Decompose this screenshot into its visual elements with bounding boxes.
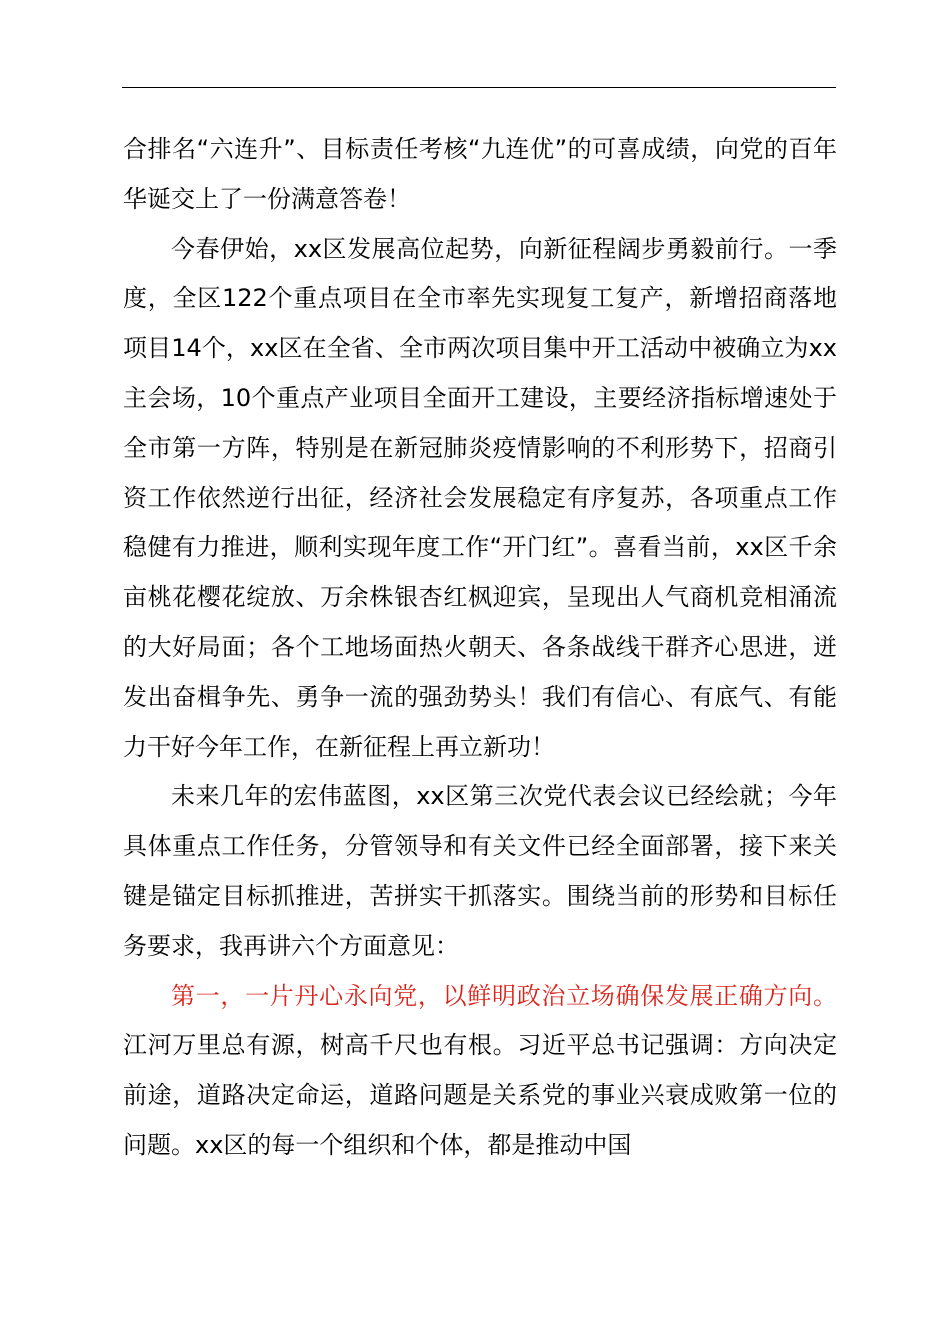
paragraph-blueprint xyxy=(123,772,837,971)
paragraph-continued xyxy=(123,125,837,225)
paragraph-text: 今春伊始，xx区发展高位起势，向新征程阔步勇毅前行。一季度，全区122个重点项目在全市率先实现复工复产，新增招商落地项目14个，xx区在全省、全市两次项目集中开工活动中被确立为xx主会场，10个重点产业项目全面开工建设，主要经济指标增速处于全市第一方阵，特别是在新冠肺炎疫情影响的不利形势下，招商引资工作依然逆行出征，经济社会发展稳定有序复苏，各项重点工作稳健有力推进，顺利实现年度工作“开门红”。喜看当前，xx区千余亩桃花樱花绽放、万余株银杏红枫迎宾，呈现出人气商机竞相涌流的大好局面；各个工地场面热火朝天、各条战线干群齐心思进，迸发出奋楫争先、勇争一流的强劲势头！我们有信心、有底气、有能力干好今年工作，在新征程上再立新功！ xyxy=(123,234,837,761)
document-body xyxy=(123,125,837,1171)
paragraph-spring-progress xyxy=(123,225,837,773)
paragraph-point-one xyxy=(123,972,837,1171)
header-rule xyxy=(122,87,836,88)
paragraph-text: 未来几年的宏伟蓝图，xx区第三次党代表会议已经绘就；今年具体重点工作任务，分管领导和有关文件已经全面部署，接下来关键是锚定目标抓推进，苦拼实干抓落实。围绕当前的形势和目标任务要求，我再讲六个方面意见： xyxy=(123,782,837,960)
paragraph-text: 合排名“六连升”、目标责任考核“九连优”的可喜成绩，向党的百年华诞交上了一份满意答卷！ xyxy=(123,135,837,213)
paragraph-text: 江河万里总有源，树高千尺也有根。习近平总书记强调：方向决定前途，道路决定命运，道路问题是关系党的事业兴衰成败第一位的问题。xx区的每一个组织和个体，都是推动中国 xyxy=(123,1031,837,1159)
section-heading: 第一，一片丹心永向党，以鲜明政治立场确保发展正确方向。 xyxy=(171,981,837,1010)
